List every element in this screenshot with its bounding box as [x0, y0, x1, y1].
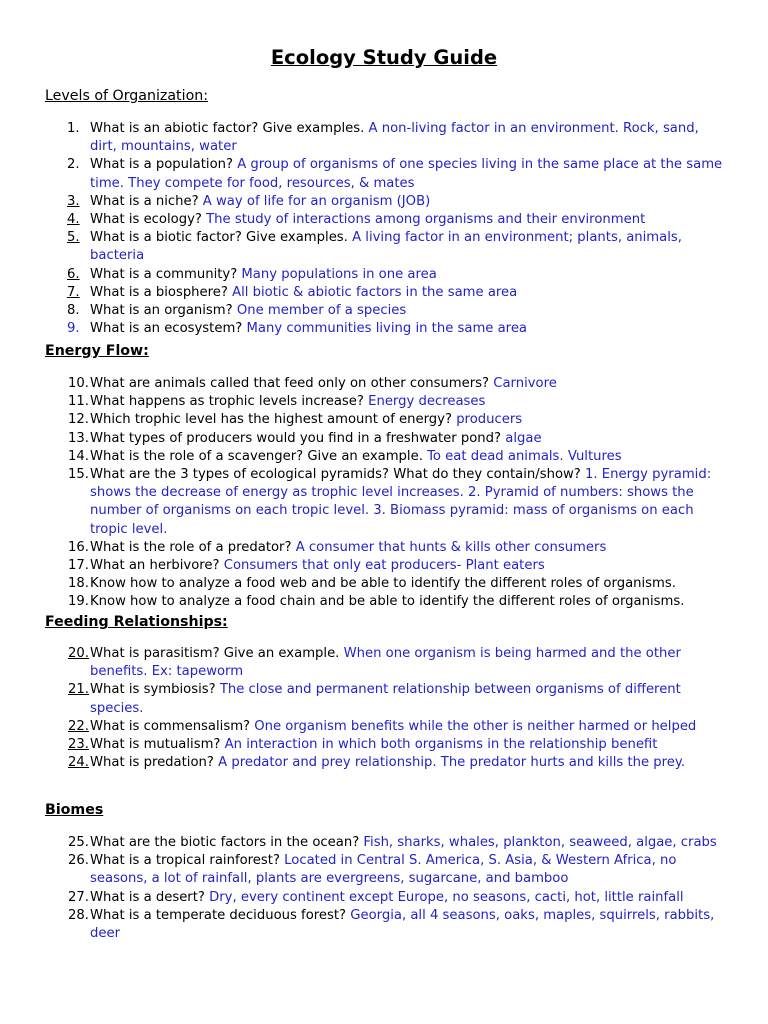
question-number: 15.	[68, 467, 89, 483]
answer-text: A living factor in an environment; plants, animals, bacteria	[90, 230, 682, 264]
answer-text: A non-living factor in an environment. Rock, sand, dirt, mountains, water	[90, 121, 699, 155]
answer-text: algae	[505, 430, 542, 446]
question-list-levels	[0, 120, 768, 338]
answer-text: Dry, every continent except Europe, no seasons, cacti, hot, little rainfall	[209, 889, 684, 905]
question-number: 4.	[67, 212, 80, 228]
question-text: What is a niche?	[90, 193, 199, 209]
question-text: What is the role of a scavenger? Give an example.	[90, 448, 423, 464]
question-number: 14.	[68, 448, 89, 464]
question-text: What is a tropical rainforest?	[90, 853, 280, 869]
question-item	[0, 466, 768, 539]
answer-text: The study of interactions among organisms and their environment	[206, 212, 646, 228]
question-number: 17.	[68, 558, 89, 574]
question-number: 20.	[68, 646, 89, 661]
question-text: What is commensalism?	[90, 718, 251, 734]
answer-text: A consumer that hunts & kills other consumers	[295, 539, 607, 555]
section-heading-energy: Energy Flow:	[45, 343, 149, 359]
question-text: What is mutualism?	[90, 737, 221, 753]
answer-text: A predator and prey relationship. The predator hurts and kills the prey.	[218, 755, 686, 771]
question-item	[0, 557, 768, 575]
answer-text: Many communities living in the same area	[246, 321, 528, 337]
answer-text: An interaction in which both organisms in the relationship benefit	[224, 737, 658, 753]
question-number: 3.	[67, 193, 80, 209]
question-item	[0, 430, 768, 448]
question-number: 19.	[68, 594, 89, 610]
question-item	[0, 211, 768, 229]
answer-text: One member of a species	[236, 303, 407, 319]
question-number: 8.	[67, 303, 80, 319]
question-number: 28.	[68, 907, 89, 923]
question-item	[0, 754, 768, 772]
question-item	[0, 593, 768, 611]
answer-text: Located in Central S. America, S. Asia, & Western Africa, no seasons, a lot of rainfall, plants are evergreens, sugarcane, and bamboo	[90, 853, 677, 887]
question-text: Know how to analyze a food chain and be able to identify the different roles of organisms.	[90, 594, 685, 610]
question-number: 27.	[68, 889, 89, 905]
question-number: 9.	[67, 321, 80, 337]
answer-text: producers	[456, 412, 523, 428]
answer-text: Consumers that only eat producers- Plant eaters	[223, 558, 545, 574]
section-heading-biomes: Biomes	[45, 802, 104, 818]
question-text: What is an organism?	[90, 303, 233, 319]
question-text: What is symbiosis?	[90, 682, 216, 698]
question-text: What are animals called that feed only on other consumers?	[90, 376, 490, 391]
question-item	[0, 448, 768, 466]
answer-text: Many populations in one area	[241, 266, 437, 282]
question-text: What types of producers would you find in a freshwater pond?	[90, 430, 502, 446]
question-text: What is a biosphere?	[90, 284, 228, 300]
question-list-feeding	[0, 645, 768, 772]
question-number: 5.	[67, 230, 80, 246]
question-item	[0, 718, 768, 736]
question-item	[0, 411, 768, 429]
answer-text: When one organism is being harmed and the other benefits. Ex: tapeworm	[90, 646, 681, 680]
question-number: 12.	[68, 412, 89, 428]
question-text: What is predation?	[90, 755, 214, 771]
question-number: 13.	[68, 430, 89, 446]
answer-text: Fish, sharks, whales, plankton, seaweed, algae, crabs	[363, 835, 717, 850]
question-text: What happens as trophic levels increase?	[90, 394, 364, 410]
question-text: Which trophic level has the highest amount of energy?	[90, 412, 452, 428]
question-number: 21.	[68, 682, 89, 698]
question-item	[0, 229, 768, 265]
question-item	[0, 302, 768, 320]
answer-text: A group of organisms of one species living in the same place at the same time. They compete for food, resources, & mates	[90, 157, 723, 191]
question-text: Know how to analyze a food web and be able to identify the different roles of organisms.	[90, 576, 676, 592]
question-item	[0, 156, 768, 192]
answer-text: To eat dead animals. Vultures	[427, 448, 622, 464]
question-number: 26.	[68, 853, 89, 869]
question-text: What is the role of a predator?	[90, 539, 292, 555]
question-text: What is an abiotic factor? Give examples.	[90, 121, 365, 136]
question-item	[0, 193, 768, 211]
section-heading-feeding: Feeding Relationships:	[45, 614, 228, 630]
answer-text: The close and permanent relationship between organisms of different species.	[90, 682, 681, 716]
question-item	[0, 834, 768, 852]
question-list-biomes	[0, 834, 768, 943]
question-text: What an herbivore?	[90, 558, 220, 574]
question-number: 24.	[68, 755, 89, 771]
question-text: What is an ecosystem?	[90, 321, 243, 337]
question-text: What is ecology?	[90, 212, 202, 228]
question-item	[0, 645, 768, 681]
question-text: What is a temperate deciduous forest?	[90, 907, 347, 923]
question-text: What is a community?	[90, 266, 238, 282]
question-number: 10.	[68, 376, 89, 391]
question-number: 25.	[68, 835, 89, 850]
question-item	[0, 539, 768, 557]
question-item	[0, 320, 768, 338]
question-number: 18.	[68, 576, 89, 592]
question-number: 2.	[67, 157, 80, 173]
question-text: What is a biotic factor? Give examples.	[90, 230, 348, 246]
question-item	[0, 736, 768, 754]
question-number: 6.	[67, 266, 80, 282]
question-number: 7.	[67, 284, 80, 300]
answer-text: Energy decreases	[368, 394, 486, 410]
answer-text: A way of life for an organism (JOB)	[202, 193, 431, 209]
question-number: 1.	[67, 121, 80, 136]
question-item	[0, 907, 768, 943]
question-item	[0, 120, 768, 156]
page-title: Ecology Study Guide	[270, 46, 498, 69]
answer-text: 1. Energy pyramid: shows the decrease of energy as trophic level increases. 2. Pyramid of numbers: shows the number of organisms on each tropic level. 3. Biomass pyramid: mass of organisms on each tropic level.	[90, 467, 712, 537]
question-text: What are the 3 types of ecological pyramids? What do they contain/show?	[90, 467, 581, 483]
question-text: What is a population?	[90, 157, 234, 173]
question-number: 23.	[68, 737, 89, 753]
answer-text: One organism benefits while the other is neither harmed or helped	[254, 718, 697, 734]
question-text: What is parasitism? Give an example.	[90, 646, 340, 661]
question-item	[0, 375, 768, 393]
question-item	[0, 852, 768, 888]
question-item	[0, 266, 768, 284]
section-heading-levels: Levels of Organization:	[45, 88, 209, 104]
answer-text: All biotic & abiotic factors in the same area	[232, 284, 518, 300]
question-list-energy	[0, 375, 768, 612]
question-item	[0, 393, 768, 411]
answer-text: Georgia, all 4 seasons, oaks, maples, squirrels, rabbits, deer	[90, 907, 715, 942]
question-text: What is a desert?	[90, 889, 205, 905]
question-item	[0, 284, 768, 302]
question-item	[0, 889, 768, 907]
question-item	[0, 575, 768, 593]
question-number: 11.	[68, 394, 89, 410]
question-number: 16.	[68, 539, 89, 555]
answer-text: Carnivore	[493, 376, 557, 391]
question-item	[0, 681, 768, 717]
question-number: 22.	[68, 718, 89, 734]
question-text: What are the biotic factors in the ocean?	[90, 835, 360, 850]
